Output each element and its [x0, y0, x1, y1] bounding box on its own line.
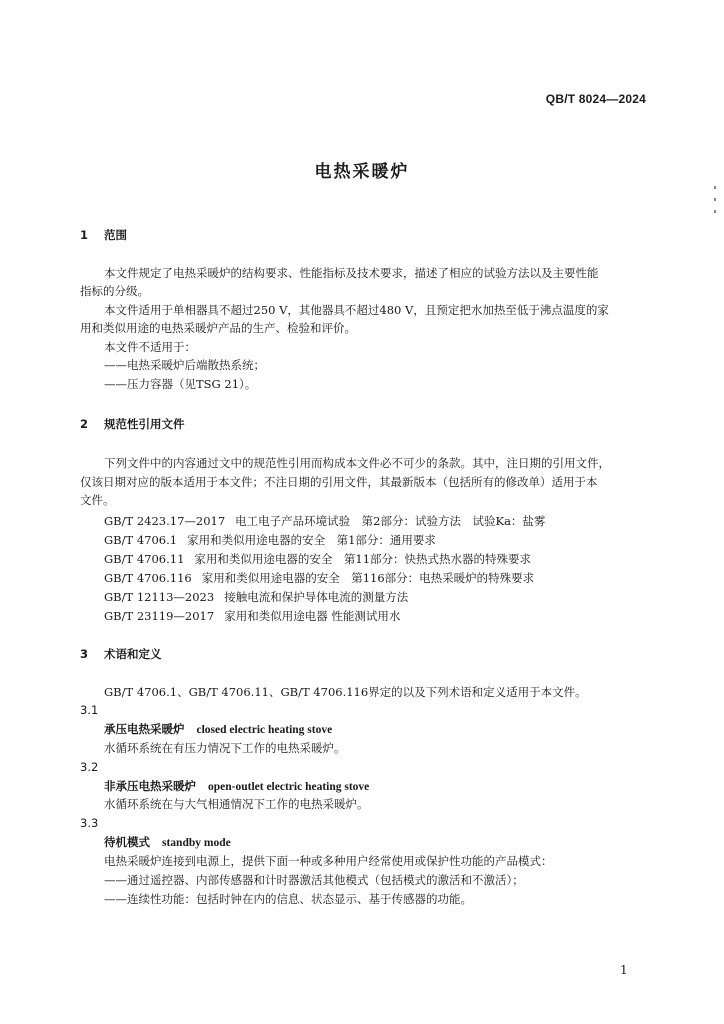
paragraph-line: 指标的分级。 — [80, 284, 149, 298]
reference-item — [104, 571, 534, 585]
reference-item — [104, 514, 545, 528]
scan-edge-mark — [714, 210, 716, 213]
reference-title: 家用和类似用途电器 性能测试用水 — [224, 609, 401, 623]
term-definition: 水循环系统在有压力情况下工作的电热采暖炉。 — [104, 741, 346, 755]
section-number: 3 — [80, 647, 89, 661]
list-item: ——电热采暖炉后端散热系统； — [104, 358, 265, 372]
term-definition: 电热采暖炉连接到电源上，提供下面一种或多种用户经常使用或保护性功能的产品模式： — [104, 854, 553, 868]
reference-code: GB/T 4706.11 — [104, 552, 185, 566]
paragraph-line: 下列文件中的内容通过文中的规范性引用而构成本文件必不可少的条款。其中，注日期的引用文件， — [104, 456, 610, 470]
reference-title: 电工电子产品环境试验 第2部分：试验方法 试验Ka：盐雾 — [235, 514, 546, 528]
reference-title: 家用和类似用途电器的安全 第11部分：快热式热水器的特殊要求 — [194, 552, 532, 566]
term-heading — [104, 835, 231, 850]
reference-code: GB/T 2423.17—2017 — [104, 514, 226, 528]
term-zh: 承压电热采暖炉 — [104, 722, 185, 736]
reference-code: GB/T 12113—2023 — [104, 590, 215, 604]
section-number: 2 — [80, 417, 89, 431]
list-item: ——压力容器（见TSG 21）。 — [104, 377, 257, 391]
reference-code: GB/T 4706.116 — [104, 571, 192, 585]
term-heading — [104, 779, 369, 794]
term-number: 3.1 — [80, 703, 99, 717]
page-number: 1 — [620, 963, 628, 977]
paragraph-line: 本文件规定了电热采暖炉的结构要求、性能指标及技术要求，描述了相应的试验方法以及主要性能 — [104, 266, 599, 280]
reference-item — [104, 590, 408, 604]
reference-code: GB/T 23119—2017 — [104, 609, 215, 623]
term-number: 3.2 — [80, 760, 99, 774]
term-en: open-outlet electric heating stove — [208, 781, 370, 793]
list-item: ——连续性功能：包括时钟在内的信息、状态显示、基于传感器的功能。 — [104, 892, 472, 906]
scan-edge-mark — [714, 186, 716, 189]
reference-title: 接触电流和保护导体电流的测量方法 — [224, 590, 409, 604]
list-item: ——通过遥控器、内部传感器和计时器激活其他模式（包括模式的激活和不激活）； — [104, 873, 524, 887]
section-title: 范围 — [104, 228, 127, 242]
section-1-heading — [80, 228, 127, 242]
paragraph-line: 用和类似用途的电热采暖炉产品的生产、检验和评价。 — [80, 321, 356, 335]
paragraph-line: 本文件不适用于： — [104, 340, 196, 354]
reference-title: 家用和类似用途电器的安全 第1部分：通用要求 — [187, 533, 436, 547]
paragraph-line: 本文件适用于单相器具不超过250 V，其他器具不超过480 V，且预定把水加热至低于沸点温度的家 — [104, 303, 609, 317]
reference-item — [104, 609, 400, 623]
paragraph-line: 文件。 — [80, 493, 115, 507]
term-en: closed electric heating stove — [196, 724, 333, 736]
term-zh: 非承压电热采暖炉 — [104, 779, 196, 793]
section-title: 术语和定义 — [104, 647, 162, 661]
paragraph-line: GB/T 4706.1、GB/T 4706.11、GB/T 4706.116界定的以及下列术语和定义适用于本文件。 — [104, 685, 587, 699]
section-3-heading — [80, 647, 162, 661]
reference-item — [104, 533, 436, 547]
reference-code: GB/T 4706.1 — [104, 533, 178, 547]
section-number: 1 — [80, 228, 89, 242]
term-zh: 待机模式 — [104, 835, 150, 849]
reference-title: 家用和类似用途电器的安全 第116部分：电热采暖炉的特殊要求 — [201, 571, 535, 585]
term-definition: 水循环系统在与大气相通情况下工作的电热采暖炉。 — [104, 797, 369, 811]
term-en: standby mode — [162, 837, 231, 849]
document-title: 电热采暖炉 — [314, 162, 410, 182]
scan-edge-mark — [714, 198, 716, 201]
paragraph-line: 仅该日期对应的版本适用于本文件；不注日期的引用文件，其最新版本（包括所有的修改单）适用于本 — [80, 475, 598, 489]
document-code: QB/T 8024—2024 — [545, 92, 646, 106]
section-2-heading — [80, 417, 185, 431]
term-number: 3.3 — [80, 816, 99, 830]
reference-item — [104, 552, 531, 566]
term-heading — [104, 722, 332, 737]
section-title: 规范性引用文件 — [104, 417, 185, 431]
